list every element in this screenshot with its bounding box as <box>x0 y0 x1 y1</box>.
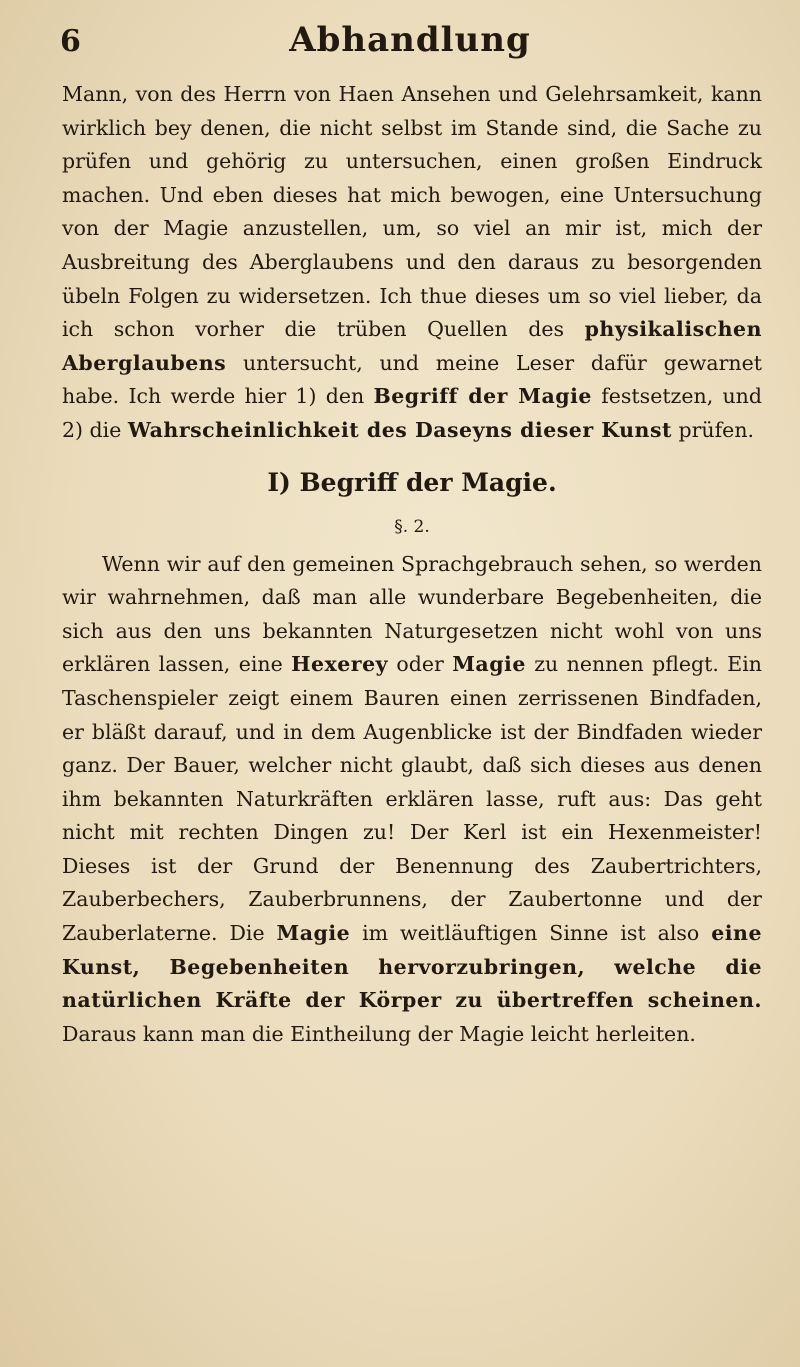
text-run: festsetzen, und 2) die <box>62 384 762 442</box>
emphasis-text: Wahrscheinlichkeit des Daseyns dieser Kunst <box>127 417 672 442</box>
emphasis-text: Magie <box>276 921 351 946</box>
section-heading: I) Begriff der Magie. <box>267 467 557 497</box>
emphasis-text: physikalischen Aberglaubens <box>62 317 762 375</box>
paragraph-mark: §. 2. <box>394 516 430 537</box>
main-paragraph <box>62 548 762 1052</box>
text-run: prüfen. <box>671 417 755 442</box>
text-run: zu nennen pflegt. Ein Taschenspieler zeigt einem Bauren einen zerrissenen Bindfaden, er bläßt darauf, und in dem Augenblicke ist der Bindfaden wieder ganz. Der Bauer, welcher nicht glaubt, daß sich dieses aus denen ihm bekannten Naturkräften erklären lasse, ruft aus: Das geht nicht mit rechten Dingen zu! Der Kerl ist ein Hexenmeister! Dieses ist der Grund der Benennung des Zaubertrichters, Zauberbechers, Zauberbrunnens, der Zaubertonne und der Zauberlaterne. Die <box>62 652 762 946</box>
emphasis-text: Begriff der Magie <box>373 384 592 409</box>
intro-paragraph <box>62 78 762 448</box>
emphasis-text: eine Kunst, Begebenheiten hervorzubringen, welche die natürlichen Kräfte der Körper zu übertreffen scheinen. <box>62 921 762 1013</box>
emphasis-text: Hexerey <box>291 652 389 677</box>
text-run: oder <box>388 652 453 677</box>
text-run: im weitläuftigen Sinne ist also <box>350 921 712 946</box>
text-run: untersucht, und meine Leser dafür gewarnet habe. Ich werde hier 1) den <box>62 350 762 409</box>
text-run: Mann, von des Herrn von Haen Ansehen und Gelehrsamkeit, kann wirklich bey denen, die nicht selbst im Stande sind, die Sache zu prüfen und gehörig zu untersuchen, einen großen Eindruck machen. Und eben dieses hat mich bewogen, eine Untersuchung von der Magie anzustellen, um, so viel an mir ist, mich der Ausbreitung des Aberglaubens und den daraus zu besorgenden übeln Folgen zu widersetzen. Ich thue dieses um so viel lieber, da ich schon vorher die trüben Quellen des <box>62 82 762 342</box>
page-number: 6 <box>60 24 81 59</box>
body-text <box>62 78 762 1051</box>
text-run: Wenn wir auf den gemeinen Sprachgebrauch sehen, so werden wir wahrnehmen, daß man alle wunderbare Begebenheiten, die sich aus den uns bekannten Naturgesetzen nicht wohl von uns erklären lassen, eine <box>62 551 762 677</box>
text-run: Daraus kann man die Eintheilung der Magie leicht herleiten. <box>62 1021 696 1046</box>
running-title: Abhandlung <box>289 20 531 60</box>
running-head <box>60 14 760 64</box>
emphasis-text: Magie <box>452 652 526 677</box>
